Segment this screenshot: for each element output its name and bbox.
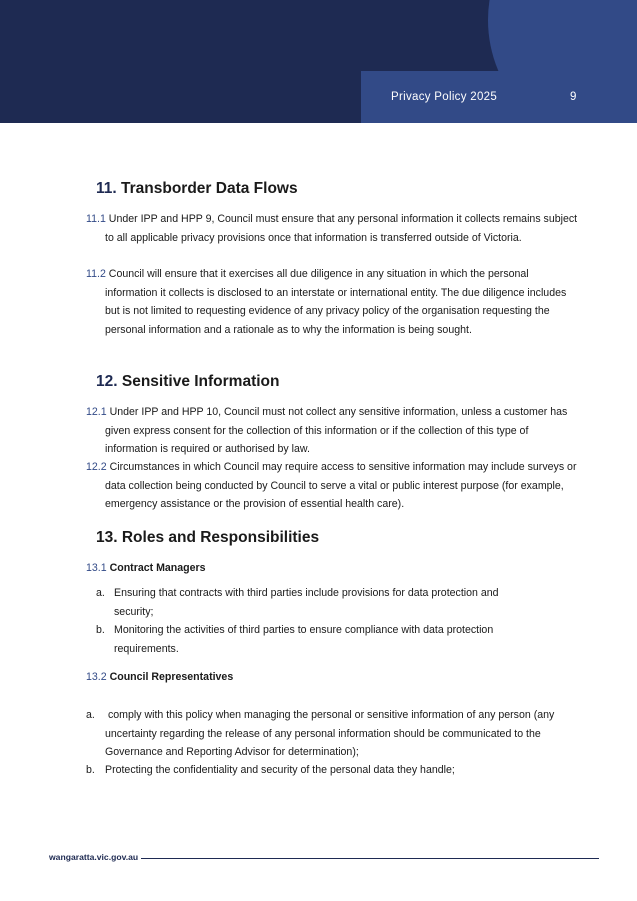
list-text: Ensuring that contracts with third parties include provisions for data protection and security;: [114, 587, 499, 618]
paragraph-11-2: [86, 265, 583, 339]
list-letter: b.: [96, 624, 105, 636]
paragraph-number: 13.2: [86, 671, 107, 683]
list-item: [86, 761, 564, 780]
section-heading-12: [96, 373, 280, 391]
list-text: comply with this policy when managing the personal or sensitive information of any person (any uncertainty regarding the release of any personal information should be communicated to the Governance and Reporting Advisor for determination);: [105, 709, 558, 758]
paragraph-number: 11.2: [86, 268, 106, 280]
paragraph-text: Council will ensure that it exercises all due diligence in any situation in which the personal information it collects is disclosed to an interstate or international entity. The due diligence includes but is not limited to requesting evidence of any privacy policy of the organisation requesting the personal information and a rationale as to why the information is being sought.: [105, 268, 567, 336]
section-number: 11.: [96, 180, 117, 197]
paragraph-11-1: [86, 210, 583, 247]
list-letter: b.: [86, 764, 95, 776]
paragraph-12-1: [86, 403, 583, 459]
document-title: Privacy Policy 2025: [391, 91, 498, 103]
paragraph-text: Circumstances in which Council may require access to sensitive information may include surveys or data collection being conducted by Council to serve a vital or public interest purpose (for example, emergency assistance or the provision of essential health care).: [105, 461, 577, 510]
subheading-13-1: [86, 562, 206, 574]
list-item: [86, 706, 564, 762]
subheading-label: Contract Managers: [109, 562, 206, 574]
list-letter: a.: [96, 587, 105, 599]
section-number: 12.: [96, 373, 118, 390]
paragraph-text: Under IPP and HPP 10, Council must not collect any sensitive information, unless a customer has given express consent for the collection of this information or if the collection of this type of information is required or authorised by law.: [105, 406, 568, 455]
list-item: [96, 621, 536, 658]
paragraph-number: 12.2: [86, 461, 107, 473]
section-title: Sensitive Information: [121, 373, 280, 390]
footer-divider: [141, 858, 599, 859]
paragraph-number: 13.1: [86, 562, 107, 574]
paragraph-number: 12.1: [86, 406, 107, 418]
list-item: [96, 584, 536, 621]
section-heading-13: 13. Roles and Responsibilities: [96, 529, 320, 546]
paragraph-12-2: [86, 458, 583, 514]
page-number: 9: [570, 91, 577, 103]
section-title: Transborder Data Flows: [121, 180, 298, 197]
subheading-13-2: [86, 671, 233, 683]
paragraph-text: Under IPP and HPP 9, Council must ensure that any personal information it collects remains subject to all applicable privacy provisions once that information is transferred outside of Victoria.: [105, 213, 578, 244]
subheading-label: Council Representatives: [109, 671, 234, 683]
page-header: [0, 0, 637, 123]
section-heading-11: [96, 180, 298, 198]
footer-website-link[interactable]: wangaratta.vic.gov.au: [49, 852, 139, 862]
paragraph-number: 11.1: [86, 213, 106, 225]
list-letter: a.: [86, 709, 95, 721]
list-text: Monitoring the activities of third parties to ensure compliance with data protection requirements.: [114, 624, 494, 655]
list-text: Protecting the confidentiality and security of the personal data they handle;: [105, 764, 455, 776]
